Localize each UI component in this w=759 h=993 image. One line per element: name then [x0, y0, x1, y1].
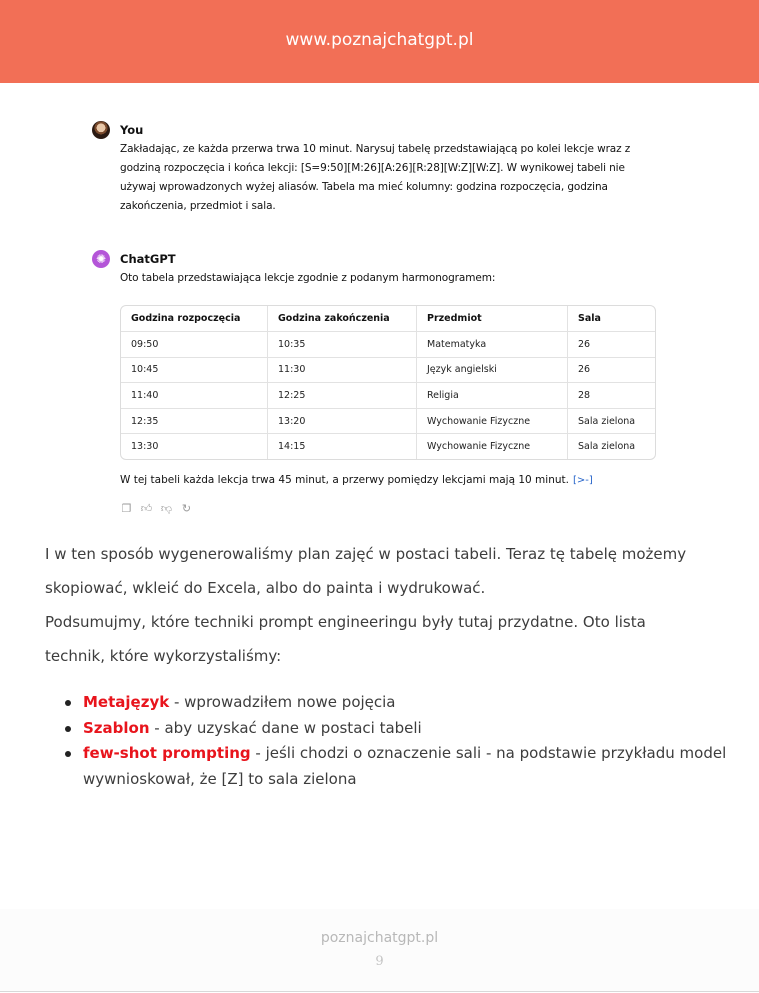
table-header-cell: Godzina zakończenia	[268, 306, 417, 332]
table-cell: 13:30	[121, 434, 268, 459]
table-cell: 10:35	[268, 332, 417, 358]
user-message-line: godziną rozpoczęcia i końca lekcji: [S=9:50][M:26][A:26][R:28][W:Z][W:Z]. W wynikowej tabeli nie	[120, 162, 625, 174]
user-avatar	[92, 121, 110, 139]
table-row	[121, 383, 655, 409]
user-message-line: używaj wprowadzonych wyżej aliasów. Tabela ma mieć kolumny: godzina rozpoczęcia, godzina	[120, 181, 608, 193]
table-cell: Sala zielona	[568, 409, 655, 435]
page-number: 9	[375, 954, 384, 969]
assistant-author-name: ChatGPT	[120, 252, 176, 266]
table-row	[121, 434, 655, 459]
technique-desc: - jeśli chodzi o oznaczenie sali - na podstawie przykładu model wywnioskował, że [Z] to sala zielona	[83, 744, 727, 788]
list-item	[62, 690, 742, 716]
table-header-cell: Sala	[568, 306, 655, 332]
technique-desc: - aby uzyskać dane w postaci tabeli	[149, 718, 422, 737]
table-cell: Religia	[417, 383, 568, 409]
table-cell: 11:30	[268, 358, 417, 384]
thumbs-down-icon[interactable]: 👎︎	[160, 502, 173, 515]
page-footer	[0, 909, 759, 992]
table-cell: Matematyka	[417, 332, 568, 358]
technique-term: Metajęzyk	[83, 693, 170, 711]
body-line: skopiować, wkleić do Excela, albo do painta i wydrukować.	[45, 579, 486, 597]
body-line: I w ten sposób wygenerowaliśmy plan zajęć w postaci tabeli. Teraz tę tabelę możemy	[45, 545, 687, 563]
body-paragraph-1	[45, 537, 735, 605]
table-cell: 26	[568, 358, 655, 384]
table-cell: Sala zielona	[578, 441, 636, 453]
user-message-line: zakończenia, przedmiot i sala.	[120, 200, 276, 212]
table-row	[121, 358, 655, 384]
lessons-table	[120, 305, 656, 460]
table-row	[121, 409, 655, 435]
regenerate-icon[interactable]: ↻	[181, 502, 192, 515]
table-cell: 12:35	[121, 409, 268, 435]
assistant-summary	[120, 474, 593, 486]
assistant-intro: Oto tabela przedstawiająca lekcje zgodnie z podanym harmonogramem:	[120, 272, 496, 284]
list-item	[62, 741, 742, 792]
table-cell: Wychowanie Fizyczne	[417, 409, 568, 435]
table-row	[121, 332, 655, 358]
footer-site: poznajchatgpt.pl	[320, 930, 439, 946]
table-cell: Wychowanie Fizyczne	[417, 434, 568, 459]
table-cell: 13:20	[268, 409, 417, 435]
table-cell: 12:25	[268, 383, 417, 409]
table-header-cell: Przedmiot	[417, 306, 568, 332]
body-paragraph-2	[45, 605, 735, 673]
thumbs-up-icon[interactable]: 👍︎	[140, 502, 153, 515]
techniques-list	[62, 690, 742, 792]
table-cell: 09:50	[121, 332, 268, 358]
table-cell: Język angielski	[417, 358, 568, 384]
user-message	[92, 120, 672, 216]
chatgpt-logo-icon: ✺	[92, 250, 110, 268]
user-message-text	[120, 140, 672, 216]
list-item	[62, 716, 742, 742]
table-cell: 10:45	[121, 358, 268, 384]
technique-desc: - wprowadziłem nowe pojęcia	[169, 693, 396, 711]
citation-link[interactable]: [>-]	[572, 475, 593, 486]
table-header-row	[121, 306, 655, 332]
page-header	[0, 0, 759, 83]
body-line: Podsumujmy, które techniki prompt engineeringu były tutaj przydatne. Oto lista	[45, 613, 646, 631]
table-header-cell: Godzina rozpoczęcia	[121, 306, 268, 332]
table-cell: 11:40	[121, 383, 268, 409]
header-site-url: www.poznajchatgpt.pl	[285, 30, 474, 50]
user-message-line: Zakładając, ze każda przerwa trwa 10 minut. Narysuj tabelę przedstawiającą po kolei lekcje wraz z	[120, 143, 631, 155]
body-line: technik, które wykorzystaliśmy:	[45, 647, 282, 665]
table-cell: 28	[568, 383, 655, 409]
table-cell: 14:15	[268, 434, 417, 459]
technique-term: few-shot prompting	[83, 744, 251, 762]
message-actions	[120, 502, 193, 515]
assistant-summary-text: W tej tabeli każda lekcja trwa 45 minut, a przerwy pomiędzy lekcjami mają 10 minut.	[120, 474, 569, 486]
user-author-name: You	[120, 123, 144, 137]
technique-term: Szablon	[83, 718, 150, 737]
table-cell: 26	[568, 332, 655, 358]
assistant-message	[92, 249, 672, 288]
copy-icon[interactable]: ❐	[121, 502, 132, 515]
